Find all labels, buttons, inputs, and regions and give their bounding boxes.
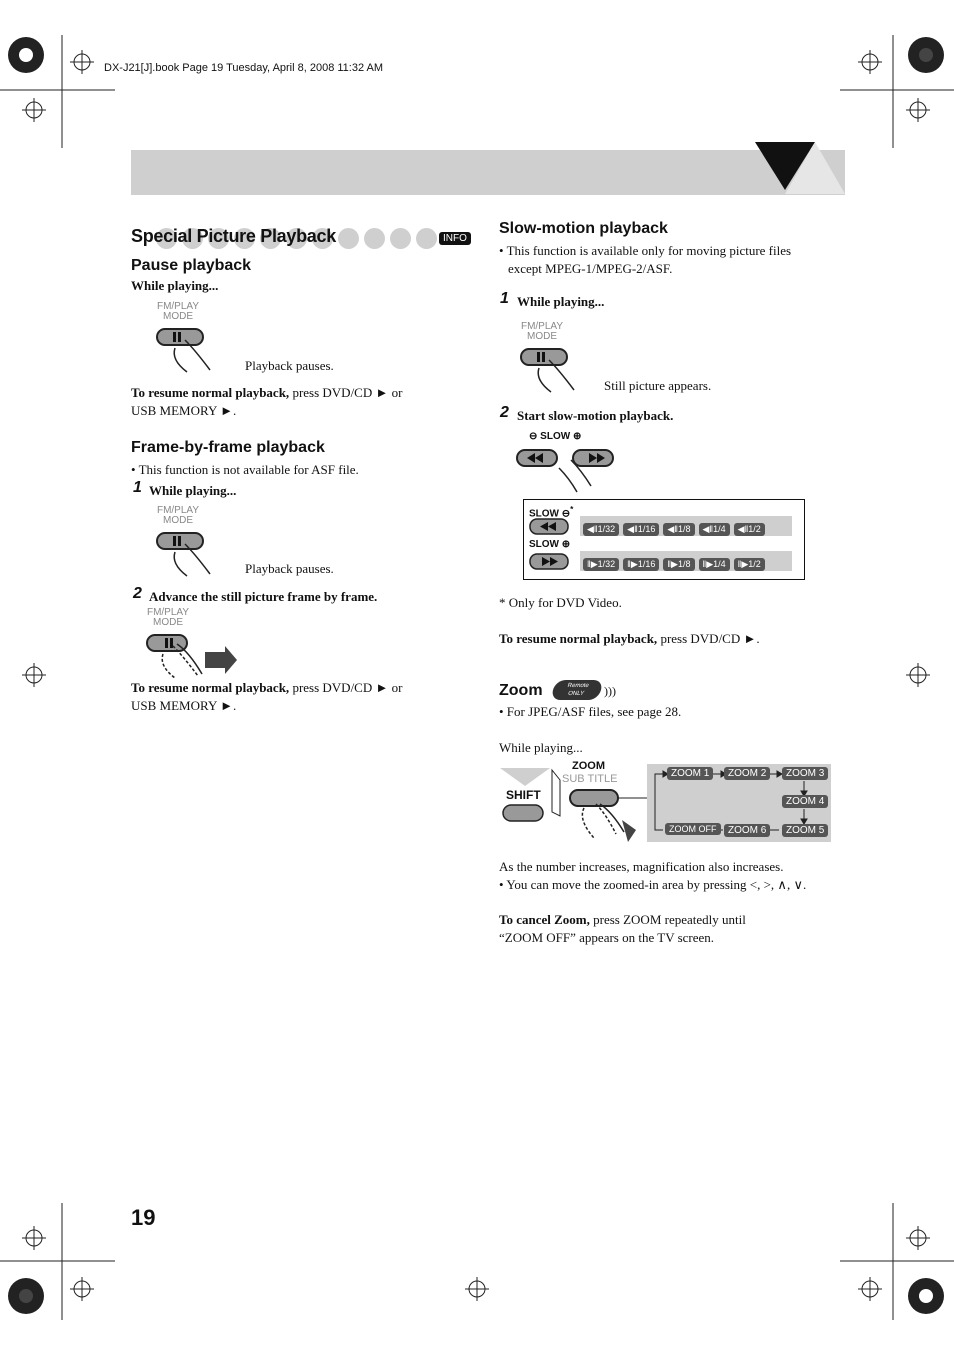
pause-fmplay-label: FM/PLAY MODE	[156, 301, 200, 322]
fwd-step: ‖▶1/16	[623, 558, 659, 571]
header-triangle	[755, 142, 850, 197]
slow-step2-text: Start slow-motion playback.	[517, 408, 674, 423]
slow-heading: Slow-motion playback	[499, 220, 668, 237]
slow-step1-text: While playing...	[517, 294, 605, 309]
header-bar	[131, 150, 845, 195]
zoom-level-off: ZOOM OFF	[665, 823, 721, 835]
rev-step: ◀‖1/4	[699, 523, 730, 536]
zoom-button-icon	[546, 768, 650, 844]
rev-step: ◀‖1/2	[734, 523, 765, 536]
pause-resume-bold: To resume normal playback,	[131, 385, 290, 400]
slow-pause-button-icon	[519, 346, 579, 396]
frame-step1-num: 1	[133, 479, 142, 496]
slow-buttons-label: ⊖ SLOW ⊕	[529, 431, 582, 442]
frame-pause-button-icon	[155, 530, 215, 580]
fwd-step: ‖▶1/8	[663, 558, 694, 571]
zoom-level-6: ZOOM 6	[724, 824, 770, 837]
page-number: 19	[131, 1205, 156, 1230]
zoom-level-5: ZOOM 5	[782, 824, 828, 837]
rev-step: ◀‖1/32	[583, 523, 619, 536]
slow-fmplay-label: FM/PLAY MODE	[520, 321, 564, 342]
rev-step: ◀‖1/16	[623, 523, 659, 536]
zoom-note: • For JPEG/ASF files, see page 28.	[499, 704, 682, 719]
slow-minus-label: SLOW ⊖*	[529, 504, 574, 520]
shift-label: SHIFT	[506, 788, 541, 802]
slow-result: Still picture appears.	[604, 378, 712, 393]
remote-only-badge: Remote ONLY	[550, 680, 603, 700]
slow-note-line1: • This function is available only for moving picture files	[499, 243, 792, 258]
zoom-level-2: ZOOM 2	[724, 767, 770, 780]
frame-heading: Frame-by-frame playback	[131, 439, 325, 456]
forward-button-icon	[529, 553, 571, 571]
signal-icon: )))	[604, 684, 616, 698]
zoom-cancel-line2: “ZOOM OFF” appears on the TV screen.	[499, 930, 715, 945]
slow-resume-bold: To resume normal playback,	[499, 631, 658, 646]
rewind-button-icon	[529, 518, 571, 536]
zoom-move-note: • You can move the zoomed-in area by pressing <, >, ∧, ∨.	[499, 877, 807, 892]
slow-step1-num: 1	[500, 290, 509, 307]
frame-step2-num: 2	[133, 585, 142, 602]
frame-fmplay-label: FM/PLAY MODE	[156, 505, 200, 526]
zoom-explain: As the number increases, magnification also increases.	[499, 859, 784, 874]
slow-footnote: * Only for DVD Video.	[499, 595, 622, 610]
shift-button-icon	[502, 804, 547, 824]
fwd-steps	[583, 554, 765, 572]
pause-resume-line2: USB MEMORY ►.	[131, 403, 237, 418]
pause-button-icon	[155, 326, 215, 376]
fwd-step: ‖▶1/2	[734, 558, 765, 571]
zoom-level-1: ZOOM 1	[667, 767, 713, 780]
fwd-step: ‖▶1/4	[699, 558, 730, 571]
frame2-fmplay-label: FM/PLAY MODE	[146, 607, 190, 628]
slow-plus-label: SLOW ⊕	[529, 539, 571, 550]
frame-resume-line2: USB MEMORY ►.	[131, 698, 237, 713]
info-badge: INFO	[439, 232, 471, 245]
frame-step1-text: While playing...	[149, 483, 237, 498]
page-title: Special Picture Playback	[131, 226, 336, 246]
pause-while-playing: While playing...	[131, 278, 219, 293]
zoom-while-playing: While playing...	[499, 740, 583, 755]
zoom-cancel-rest: press ZOOM repeatedly until	[589, 912, 746, 927]
zoom-heading: Zoom	[499, 682, 543, 699]
print-info: DX-J21[J].book Page 19 Tuesday, April 8, 2008 11:32 AM	[104, 62, 384, 74]
pause-heading: Pause playback	[131, 257, 252, 274]
frame-step2-text: Advance the still picture frame by frame.	[149, 589, 378, 604]
zoom-level-3: ZOOM 3	[782, 767, 828, 780]
zoom-level-4: ZOOM 4	[782, 795, 828, 808]
frame-resume-bold: To resume normal playback,	[131, 680, 290, 695]
slow-buttons-icon	[515, 446, 620, 496]
slow-note-line2: except MPEG-1/MPEG-2/ASF.	[508, 261, 673, 276]
frame-result: Playback pauses.	[245, 561, 334, 576]
frame-note: • This function is not available for ASF file.	[131, 462, 359, 477]
zoom-button-label: ZOOM	[572, 760, 605, 772]
slow-step2-num: 2	[500, 404, 509, 421]
frame-resume-rest: press DVD/CD ► or	[289, 680, 403, 695]
subtitle-label: SUB TITLE	[562, 773, 618, 785]
pause-resume-rest: press DVD/CD ► or	[289, 385, 403, 400]
shift-arrow-icon	[500, 766, 552, 788]
rev-steps	[583, 519, 765, 537]
frame-advance-icon	[145, 632, 240, 682]
pause-result: Playback pauses.	[245, 358, 334, 373]
slow-resume-rest: press DVD/CD ►.	[657, 631, 760, 646]
fwd-step: ‖▶1/32	[583, 558, 619, 571]
rev-step: ◀‖1/8	[663, 523, 694, 536]
zoom-cancel-bold: To cancel Zoom,	[499, 912, 590, 927]
